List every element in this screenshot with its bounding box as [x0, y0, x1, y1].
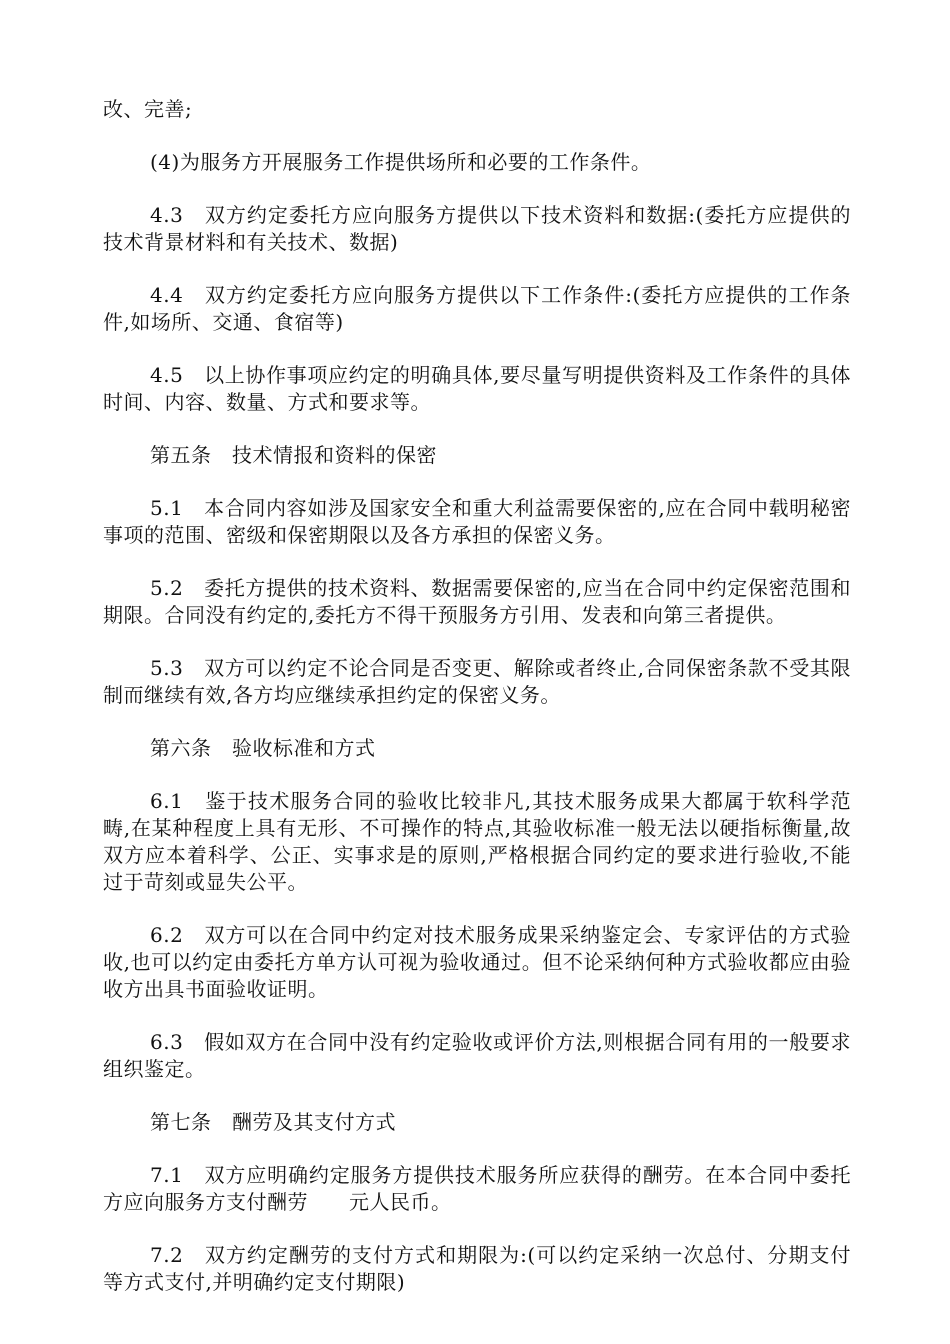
paragraph-5-1: 5.1 本合同内容如涉及国家安全和重大利益需要保密的,应在合同中载明秘密事项的范围、密级和保密期限以及各方承担的保密义务。 [103, 496, 851, 547]
paragraph-5-3: 5.3 双方可以约定不论合同是否变更、解除或者终止,合同保密条款不受其限制而继续有效,各方均应继续承担约定的保密义务。 [103, 656, 851, 707]
section-heading-6: 第六条 验收标准和方式 [150, 736, 376, 760]
paragraph-7-1: 7.1 双方应明确约定服务方提供技术服务所应获得的酬劳。在本合同中委托方应向服务方支付酬劳 元人民币。 [103, 1163, 851, 1214]
paragraph-continuation: 改、完善; [103, 97, 193, 121]
document-page [103, 96, 851, 1322]
paragraph-5-2: 5.2 委托方提供的技术资料、数据需要保密的,应当在合同中约定保密范围和期限。合同没有约定的,委托方不得干预服务方引用、发表和向第三者提供。 [103, 576, 851, 627]
section-heading-7: 第七条 酬劳及其支付方式 [150, 1110, 396, 1134]
paragraph-6-1: 6.1 鉴于技术服务合同的验收比较非凡,其技术服务成果大都属于软科学范畴,在某种程度上具有无形、不可操作的特点,其验收标准一般无法以硬指标衡量,故双方应本着科学、公正、实事求是的原则,严格根据合同约定的要求进行验收,不能过于苛刻或显失公平。 [103, 789, 851, 894]
paragraph-item-4: (4)为服务方开展服务工作提供场所和必要的工作条件。 [150, 150, 652, 174]
paragraph-4-3: 4.3 双方约定委托方应向服务方提供以下技术资料和数据:(委托方应提供的技术背景材料和有关技术、数据) [103, 203, 851, 254]
paragraph-6-3: 6.3 假如双方在合同中没有约定验收或评价方法,则根据合同有用的一般要求组织鉴定。 [103, 1030, 851, 1081]
paragraph-4-4: 4.4 双方约定委托方应向服务方提供以下工作条件:(委托方应提供的工作条件,如场所、交通、食宿等) [103, 283, 851, 334]
section-heading-5: 第五条 技术情报和资料的保密 [150, 443, 437, 467]
paragraph-7-2: 7.2 双方约定酬劳的支付方式和期限为:(可以约定采纳一次总付、分期支付等方式支付,并明确约定支付期限) [103, 1243, 851, 1294]
paragraph-4-5: 4.5 以上协作事项应约定的明确具体,要尽量写明提供资料及工作条件的具体时间、内容、数量、方式和要求等。 [103, 363, 851, 414]
paragraph-6-2: 6.2 双方可以在合同中约定对技术服务成果采纳鉴定会、专家评估的方式验收,也可以约定由委托方单方认可视为验收通过。但不论采纳何种方式验收都应由验收方出具书面验收证明。 [103, 923, 851, 1001]
